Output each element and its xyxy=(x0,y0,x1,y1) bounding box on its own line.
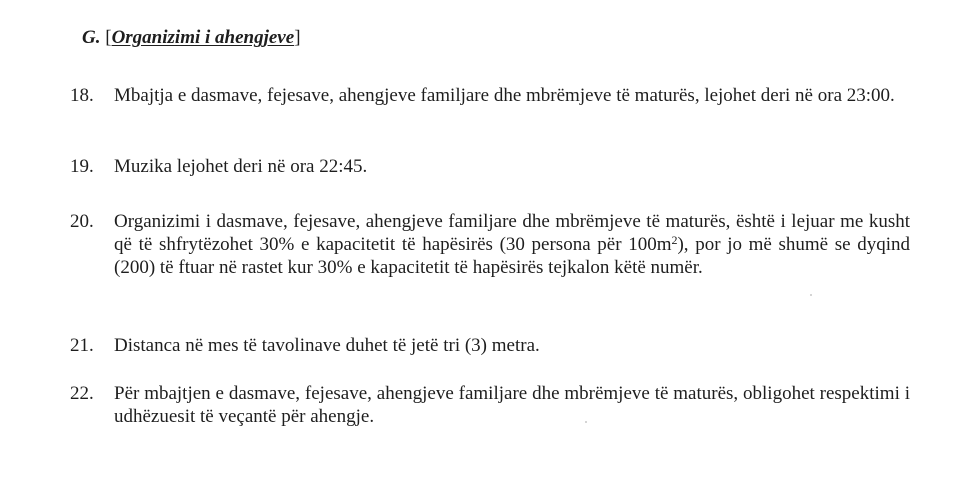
item-text-part-2: ), por jo më shumë se dyqind (200) të ftuar në rastet kur 30% e kapacitetit të hapësirës tejkalon këtë numër. xyxy=(114,234,911,278)
item-number: 22. xyxy=(70,383,94,404)
scan-speck xyxy=(810,294,812,296)
list-item-18 xyxy=(70,84,910,107)
item-text: Muzika lejohet deri në ora 22:45. xyxy=(114,156,368,177)
item-text: Për mbajtjen e dasmave, fejesave, ahengjeve familjare dhe mbrëmjeve të maturës, obligohet respektimi i udhëzuesit të veçantë për ahengje. xyxy=(114,383,910,427)
item-number: 21. xyxy=(70,335,94,356)
item-text: Mbajtja e dasmave, fejesave, ahengjeve familjare dhe mbrëmjeve të maturës, lejohet deri në ora 23:00. xyxy=(114,85,895,106)
list-item-21 xyxy=(70,334,910,357)
superscript-squared: 2 xyxy=(671,233,678,247)
section-close-bracket: ] xyxy=(294,27,301,48)
section-open-bracket: [ xyxy=(105,27,112,48)
section-title: Organizimi i ahengjeve xyxy=(111,27,295,48)
list-item-19 xyxy=(70,155,910,178)
item-number: 19. xyxy=(70,156,94,177)
item-text xyxy=(114,210,910,279)
item-text: Distanca në mes të tavolinave duhet të jetë tri (3) metra. xyxy=(114,335,540,356)
section-letter: G. xyxy=(82,27,101,48)
item-text-part-1: Organizimi i dasmave, fejesave, ahengjeve familjare dhe mbrëmjeve të maturës, është i lejuar me kusht që të shfrytëzohet 30% e kapacitetit të hapësirës (30 persona për 100m xyxy=(114,211,910,255)
item-number: 20. xyxy=(70,211,94,232)
list-item-22 xyxy=(70,382,910,428)
scan-speck xyxy=(585,421,587,423)
item-number: 18. xyxy=(70,85,94,106)
list-item-20 xyxy=(70,210,910,279)
section-heading xyxy=(82,26,301,50)
